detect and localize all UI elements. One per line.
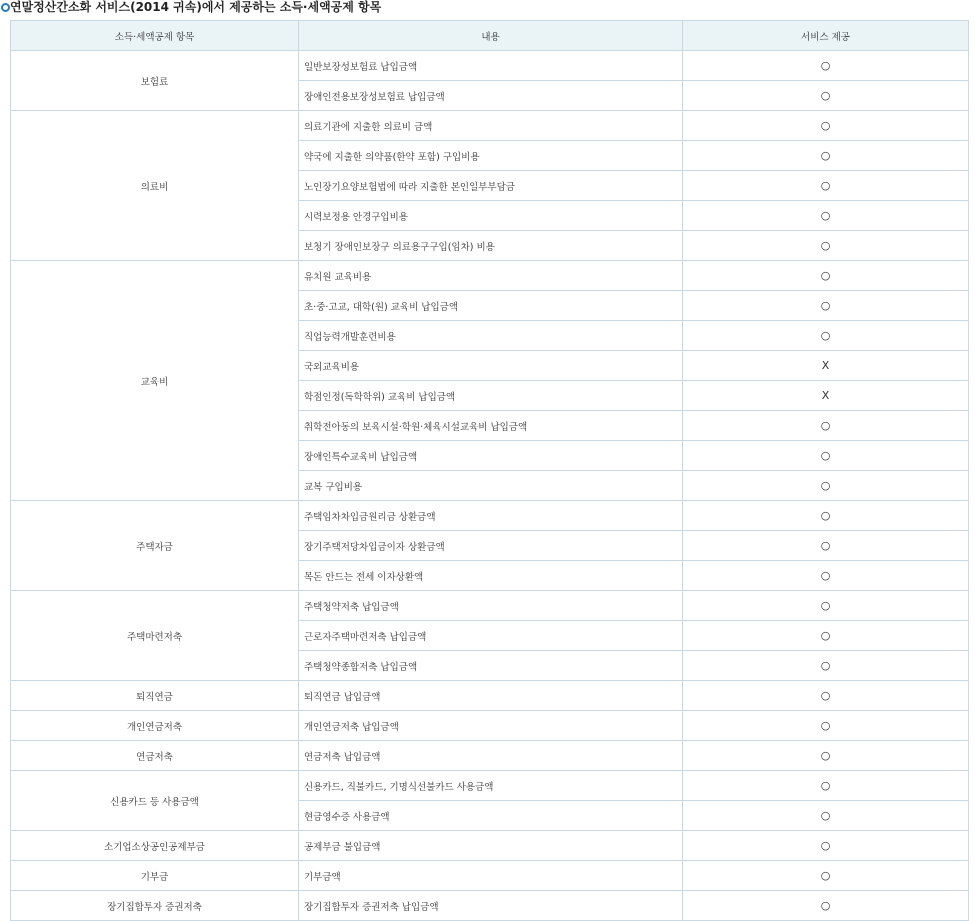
content-cell: 교복 구입비용 — [299, 471, 683, 501]
content-cell: 목돈 안드는 전세 이자상환액 — [299, 561, 683, 591]
table-row — [11, 771, 969, 801]
category-cell: 신용카드 등 사용금액 — [11, 771, 299, 831]
table-row — [11, 111, 969, 141]
section-title: 연말정산간소화 서비스(2014 귀속)에서 제공하는 소득·세액공제 항목 — [10, 0, 382, 14]
service-provided-cell: ○ — [683, 141, 969, 171]
section-heading — [0, 0, 975, 20]
content-cell: 공제부금 불입금액 — [299, 831, 683, 861]
service-provided-cell: ○ — [683, 51, 969, 81]
service-provided-cell: ○ — [683, 411, 969, 441]
category-cell: 보험료 — [11, 51, 299, 111]
category-cell: 소기업소상공인공제부금 — [11, 831, 299, 861]
content-cell: 시력보정용 안경구입비용 — [299, 201, 683, 231]
category-cell: 주택자금 — [11, 501, 299, 591]
category-cell: 퇴직연금 — [11, 681, 299, 711]
service-provided-cell: ○ — [683, 741, 969, 771]
table-row — [11, 681, 969, 711]
service-provided-cell: ○ — [683, 321, 969, 351]
content-cell: 개인연금저축 납입금액 — [299, 711, 683, 741]
table-row — [11, 591, 969, 621]
content-cell: 장애인전용보장성보험료 납입금액 — [299, 81, 683, 111]
service-provided-cell: ○ — [683, 651, 969, 681]
service-provided-cell: ○ — [683, 231, 969, 261]
content-cell: 일반보장성보험료 납입금액 — [299, 51, 683, 81]
service-provided-cell: ○ — [683, 891, 969, 921]
content-cell: 약국에 지출한 의약품(한약 포함) 구입비용 — [299, 141, 683, 171]
table-row — [11, 741, 969, 771]
service-provided-cell: ○ — [683, 201, 969, 231]
service-provided-cell: ○ — [683, 681, 969, 711]
content-cell: 주택청약종합저축 납입금액 — [299, 651, 683, 681]
service-provided-cell: ○ — [683, 621, 969, 651]
service-provided-cell: ○ — [683, 291, 969, 321]
content-cell: 장기집합투자 증권저축 납입금액 — [299, 891, 683, 921]
content-cell: 학점인정(독학학위) 교육비 납입금액 — [299, 381, 683, 411]
service-provided-cell: ○ — [683, 81, 969, 111]
content-cell: 직업능력개발훈련비용 — [299, 321, 683, 351]
table-body — [11, 51, 969, 921]
service-provided-cell: ○ — [683, 111, 969, 141]
service-provided-cell: ○ — [683, 771, 969, 801]
header-category: 소득·세액공제 항목 — [11, 21, 299, 51]
content-cell: 주택청약저축 납입금액 — [299, 591, 683, 621]
content-cell: 기부금액 — [299, 861, 683, 891]
service-provided-cell: ○ — [683, 591, 969, 621]
category-cell: 주택마련저축 — [11, 591, 299, 681]
table-row — [11, 501, 969, 531]
table-header-row — [11, 21, 969, 51]
service-provided-cell: ○ — [683, 171, 969, 201]
table-row — [11, 51, 969, 81]
content-cell: 현금영수증 사용금액 — [299, 801, 683, 831]
content-cell: 취학전아동의 보육시설·학원·체육시설교육비 납입금액 — [299, 411, 683, 441]
service-provided-cell: ○ — [683, 261, 969, 291]
header-content: 내용 — [299, 21, 683, 51]
service-provided-cell: X — [683, 381, 969, 411]
service-provided-cell: ○ — [683, 861, 969, 891]
category-cell: 교육비 — [11, 261, 299, 501]
category-cell: 장기집합투자 증권저축 — [11, 891, 299, 921]
table-row — [11, 891, 969, 921]
category-cell: 기부금 — [11, 861, 299, 891]
content-cell: 의료기관에 지출한 의료비 금액 — [299, 111, 683, 141]
content-cell: 주택임차차입금원리금 상환금액 — [299, 501, 683, 531]
content-cell: 보청기 장애인보장구 의료용구구입(임차) 비용 — [299, 231, 683, 261]
service-provided-cell: ○ — [683, 471, 969, 501]
category-cell: 연금저축 — [11, 741, 299, 771]
content-cell: 퇴직연금 납입금액 — [299, 681, 683, 711]
content-cell: 초·중·고교, 대학(원) 교육비 납입금액 — [299, 291, 683, 321]
service-provided-cell: X — [683, 351, 969, 381]
service-provided-cell: ○ — [683, 801, 969, 831]
content-cell: 유치원 교육비용 — [299, 261, 683, 291]
content-cell: 연금저축 납입금액 — [299, 741, 683, 771]
deduction-table — [10, 20, 969, 921]
content-cell: 신용카드, 직불카드, 기명식선불카드 사용금액 — [299, 771, 683, 801]
table-row — [11, 261, 969, 291]
service-provided-cell: ○ — [683, 531, 969, 561]
service-provided-cell: ○ — [683, 561, 969, 591]
header-service: 서비스 제공 — [683, 21, 969, 51]
service-provided-cell: ○ — [683, 831, 969, 861]
content-cell: 근로자주택마련저축 납입금액 — [299, 621, 683, 651]
table-row — [11, 831, 969, 861]
table-row — [11, 711, 969, 741]
content-cell: 국외교육비용 — [299, 351, 683, 381]
service-provided-cell: ○ — [683, 501, 969, 531]
table-row — [11, 861, 969, 891]
service-provided-cell: ○ — [683, 441, 969, 471]
service-provided-cell: ○ — [683, 711, 969, 741]
category-cell: 개인연금저축 — [11, 711, 299, 741]
content-cell: 노인장기요양보험법에 따라 지출한 본인일부부담금 — [299, 171, 683, 201]
category-cell: 의료비 — [11, 111, 299, 261]
circle-bullet-icon — [1, 3, 10, 12]
content-cell: 장애인특수교육비 납입금액 — [299, 441, 683, 471]
content-cell: 장기주택저당차입금이자 상환금액 — [299, 531, 683, 561]
